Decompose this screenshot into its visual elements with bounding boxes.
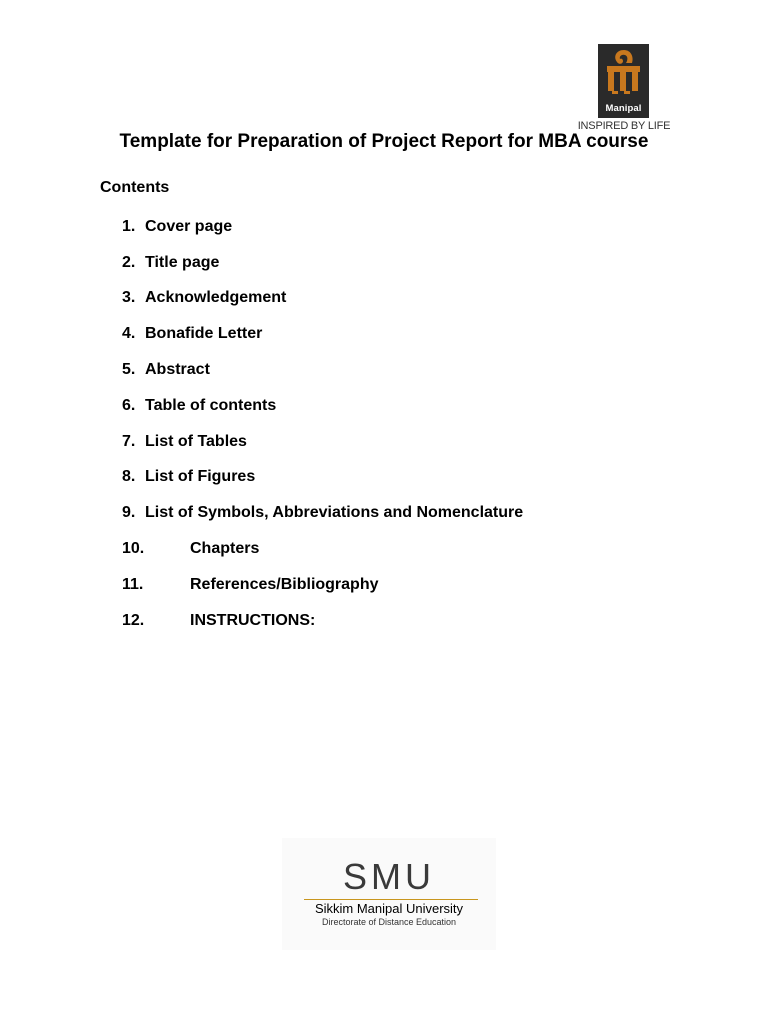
list-item-number: 7.	[122, 433, 136, 450]
list-item-number: 1.	[122, 218, 136, 235]
document-title: Template for Preparation of Project Report for MBA course	[119, 131, 649, 152]
list-item-label: Chapters	[190, 540, 260, 557]
list-item	[122, 218, 232, 240]
list-item	[122, 576, 379, 598]
smu-logo-subtitle: Directorate of Distance Education	[321, 917, 457, 927]
list-item	[122, 504, 523, 526]
list-item	[122, 361, 210, 383]
smu-logo-mark: SMU	[343, 856, 435, 897]
list-item-number: 6.	[122, 397, 136, 414]
manipal-emblem-icon	[598, 46, 649, 98]
list-item	[122, 397, 276, 419]
list-item-label: List of Tables	[145, 433, 247, 450]
list-item-label: Acknowledgement	[145, 289, 287, 306]
list-item	[122, 433, 247, 455]
contents-heading: Contents	[100, 179, 170, 196]
list-item-label: References/Bibliography	[190, 576, 379, 593]
list-item-label: Abstract	[145, 361, 210, 378]
manipal-logo	[571, 44, 677, 136]
list-item	[122, 289, 286, 311]
manipal-tagline: INSPIRED BY LIFE	[577, 120, 671, 132]
list-item-number: 9.	[122, 504, 136, 521]
smu-logo-name: Sikkim Manipal University	[314, 901, 464, 916]
manipal-logo-box	[598, 44, 649, 118]
manipal-logo-name: Manipal	[605, 103, 642, 114]
list-item-number: 5.	[122, 361, 136, 378]
list-item-number: 3.	[122, 289, 136, 306]
list-item-number: 12.	[122, 612, 145, 629]
list-item-label: Table of contents	[145, 397, 277, 414]
list-item-number: 10.	[122, 540, 145, 557]
list-item	[122, 254, 219, 276]
list-item-number: 11.	[122, 576, 144, 593]
smu-logo-divider	[304, 899, 478, 900]
list-item	[122, 468, 255, 490]
smu-logo	[282, 838, 496, 950]
list-item-label: Cover page	[145, 218, 233, 235]
list-item	[122, 540, 259, 562]
list-item	[122, 325, 262, 347]
list-item-label: Bonafide Letter	[145, 325, 263, 342]
list-item-label: List of Figures	[145, 468, 256, 485]
list-item-number: 8.	[122, 468, 136, 485]
list-item-number: 2.	[122, 254, 136, 271]
list-item-number: 4.	[122, 325, 136, 342]
list-item-label: Title page	[145, 254, 220, 271]
list-item-label: List of Symbols, Abbreviations and Nomenclature	[145, 504, 524, 521]
list-item-label: INSTRUCTIONS:	[190, 612, 316, 629]
list-item	[122, 612, 315, 634]
